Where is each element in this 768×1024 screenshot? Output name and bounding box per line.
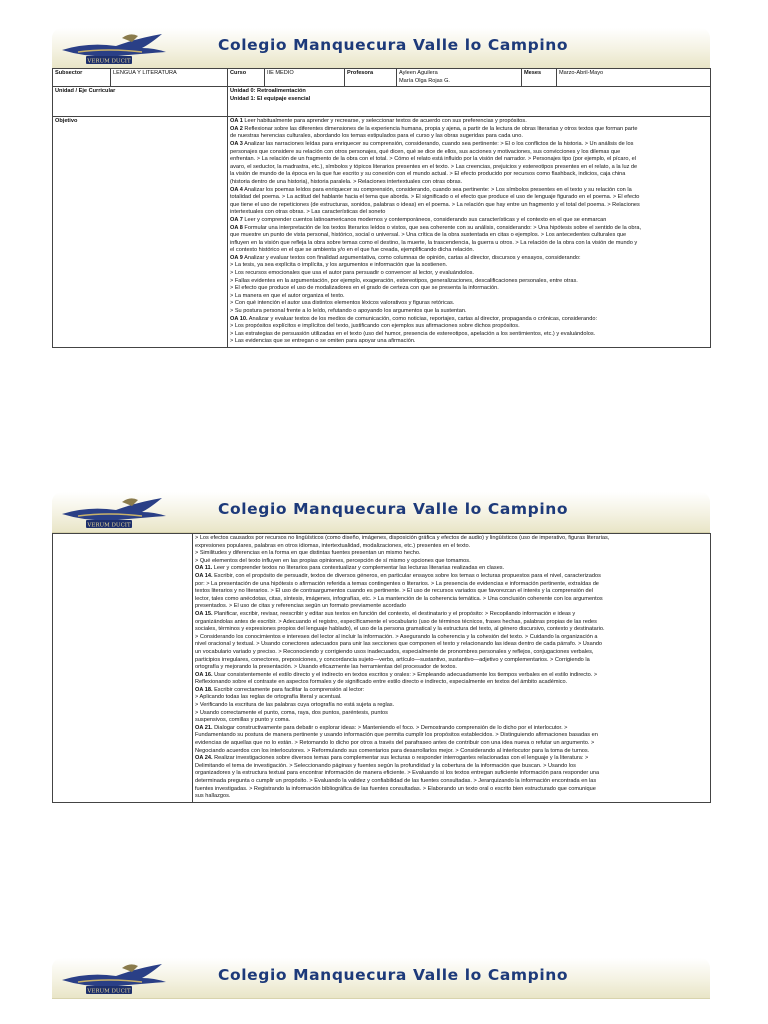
- objetivo-label: Objetivo: [53, 117, 228, 348]
- objetivo-line: > Verificando la escritura de las palabras cuya ortografía no está sujeta a reglas.: [195, 702, 395, 709]
- objetivo-line: (historia dentro de una historia), historia paralela. > Relaciones intertextuales con otras obras.: [230, 178, 463, 185]
- objetivo-line: > Los recursos emocionales que usa el autor para persuadir o convencer al lector, y evaluándolos.: [230, 270, 474, 277]
- objetivo-content: [228, 117, 711, 348]
- meses-label: Meses: [522, 69, 557, 87]
- objetivo-line: > Similitudes y diferencias en la forma en que distintas fuentes presentan un mismo hecho.: [195, 550, 421, 557]
- objetivo-line: Delimitando el tema de investigación. > Seleccionando páginas y fuentes según la profundidad y la cobertura de la información que buscan. > Usando los: [195, 762, 576, 769]
- eagle-logo-icon: [58, 960, 170, 996]
- objetivo-line: OA 1 Leer habitualmente para aprender y recrearse, y seleccionar textos de acuerdo con sus preferencias y propósitos.: [230, 118, 527, 125]
- objetivo-line: avaro, el seductor, la madrastra, etc.), símbolos y tópicos literarios presentes en el texto. > Las creencias, prejuicios y estereotipos presentes en el relato, a la luz de: [230, 163, 638, 170]
- unidad-values: [228, 87, 711, 117]
- objetivo-line: de nuestras herencias culturales, abordando los temas estipulados para el curso y las obras sugeridas para cada uno.: [230, 133, 523, 140]
- objetivo-line: suspensivos, comillas y punto y coma.: [195, 717, 291, 724]
- objetivo-line: participios irregulares, conectores, preposiciones, y concordancia sujeto—verbo, artículo—sustantivo, sustantivo—adjetivo y complementarios. > Corrigiendo la: [195, 656, 590, 663]
- objetivo-line: > Los propósitos explícitos e implícitos del texto, justificando con ejemplos sus afirmaciones sobre dichos propósitos.: [230, 323, 520, 330]
- objetivo-line: OA 4 Analizar los poemas leídos para enriquecer su comprensión, considerando, cuando sea pertinente: > Los símbolos presentes en el texto y su relación con la: [230, 186, 632, 193]
- objetivo-line: > Aplicando todas las reglas de ortografía literal y acentual.: [195, 694, 342, 701]
- profesora-name-1: Ayleen Aguilera: [399, 70, 438, 76]
- objetivo-content-continued: [193, 534, 711, 803]
- objetivo-line: OA 3 Analizar las narraciones leídas para enriquecer su comprensión, considerando, cuando sea pertinente: > El o los conflictos de la historia. > Un análisis de los: [230, 140, 634, 147]
- objetivo-line: sociales, términos y expresiones propios del lenguaje hablado), el uso de la persona gramatical y la estructura del texto, al género discursivo, contexto y destinatario.: [195, 626, 605, 633]
- objetivo-line: el contexto histórico en el que se ambienta y/o en el que fue creada, ejemplificando dicha relación.: [230, 247, 475, 254]
- objetivo-line: > Las evidencias que se entregan o se omiten para apoyar una afirmación.: [230, 338, 416, 345]
- page-1-header-banner: [52, 28, 710, 68]
- objetivo-line: por: > La presentación de una hipótesis o afirmación referida a temas contingentes o literarios. > La presencia de evidencias e información pertinente, extraídas de: [195, 580, 599, 587]
- objetivo-line: fuentes investigadas. > Registrando la información bibliográfica de las fuentes consultadas. > Elaborando un texto oral o escrito bien estructurado que comunique: [195, 785, 596, 792]
- objetivo-row: [53, 117, 711, 348]
- objetivo-line: > Los efectos causados por recursos no lingüísticos (como diseño, imágenes, disposición gráfica y efectos de audio) y lingüísticos (uso de imperativo, figuras literarias,: [195, 535, 610, 541]
- objetivo-line: influyen en la visión que refleja la obra sobre temas como el destino, la muerte, la trascendencia, la guerra u otros. > La relación de la obra con la visión de mundo y: [230, 239, 638, 246]
- logo-motto: VERUM DUCIT: [87, 58, 131, 65]
- school-name: Colegio Manquecura Valle lo Campino: [218, 500, 569, 518]
- objetivo-line: presentados. > El uso de citas y referencias según un formato previamente acordado: [195, 603, 406, 610]
- profesora-name-2: María Olga Rojas G.: [399, 77, 450, 84]
- subsector-value: LENGUA Y LITERATURA: [111, 69, 228, 87]
- objetivo-line: textos literarios y no literarios. > El uso de contraargumentos cuando es pertinente. > El uso de recursos variados que favorezcan el interés y la comprensión del: [195, 588, 593, 595]
- objetivo-label-cell: [53, 534, 193, 803]
- objetivo-line: > La tesis, ya sea explícita o implícita, y los argumentos e información que la sostienen.: [230, 262, 448, 269]
- school-name: Colegio Manquecura Valle lo Campino: [218, 36, 569, 54]
- objetivo-line: OA 7 Leer y comprender cuentos latinoamericanos modernos y contemporáneos, considerando sus características y el contexto en el que se enmarcan: [230, 216, 607, 223]
- objetivo-line: > El efecto que produce el uso de modalizadores en el grado de certeza con que se presenta la información.: [230, 285, 499, 292]
- planning-table-page-1: [52, 68, 711, 348]
- objetivo-line: expresiones populares, palabras en otros idiomas, intertextualidad, modalizaciones, etc.) presentes en el texto.: [195, 542, 471, 549]
- school-name: Colegio Manquecura Valle lo Campino: [218, 966, 569, 984]
- objetivo-line: determinada pregunta o cumplir un propósito. > Evaluando la validez y confiabilidad de las fuentes consultadas. > Jerarquizando la información encontrada en las: [195, 778, 597, 784]
- logo-motto: VERUM DUCIT: [87, 522, 131, 529]
- objetivo-line: Negociando acuerdos con los interlocutores. > Reformulando sus comentarios para desarrollarlos mejor. > Considerando al interlocutor para la toma de turnos.: [195, 747, 590, 754]
- objetivo-line: Fundamentando su postura de manera pertinente y usando información que permita cumplir los propósitos establecidos. > Distinguiendo afirmaciones basadas en: [195, 732, 598, 739]
- unidad-0: Unidad 0: Retroalimentación: [230, 88, 306, 95]
- objetivo-line: intertextuales con otras obras. > Las características del soneto: [230, 209, 386, 216]
- objetivo-line: > La manera en que el autor organiza el texto.: [230, 292, 345, 299]
- objetivo-row-continued: [53, 534, 711, 803]
- objetivo-line: ortografía y mejorando la presentación. > Usando eficazmente las herramientas del procesador de textos.: [195, 664, 457, 671]
- objetivo-line: OA 8 Formular una interpretación de los textos literarios leídos o vistos, que sea coherente con su análisis, considerando: > Una hipótesis sobre el sentido de la obra,: [230, 224, 642, 231]
- objetivo-line: > Las estrategias de persuasión utilizadas en el texto (uso del humor, presencia de estereotipos, apelación a los sentimientos, etc.) y evaluándolos.: [230, 330, 596, 337]
- objetivo-line: personajes que considere su relación con otros personajes, qué dicen, qué se dice de ellos, sus acciones y motivaciones, sus convicciones y los dilemas que: [230, 148, 621, 155]
- objetivo-line: organizadores y la estructura textual para encontrar información de manera eficiente. > Evaluando si los textos entregan suficiente información para responder una: [195, 770, 600, 777]
- planning-table-page-2: [52, 533, 711, 803]
- objetivo-line: que tiene el uso de repeticiones (de estructuras, sonidos, palabras o ideas) en el poema. > La relación que hay entre un fragmento y el total del poema. > Relaciones: [230, 201, 640, 208]
- page-3-header-banner: [52, 958, 710, 998]
- objetivo-line: organizándolas antes de escribir. > Adecuando el registro, específicamente el vocabulario (uso de términos técnicos, frases hechas, palabras propias de las redes: [195, 618, 597, 625]
- profesora-label: Profesora: [345, 69, 397, 87]
- unidad-label: Unidad / Eje Curricular: [53, 87, 228, 117]
- objetivo-line: > Con qué intención el autor usa distintos elementos léxicos valorativos y figuras retóricas.: [230, 300, 455, 307]
- objetivo-line: OA 18. Escribir correctamente para facilitar la comprensión al lector:: [195, 686, 365, 693]
- objetivo-line: totalidad del poema. > La actitud del hablante hacia el tema que aborda. > El significado o el efecto que produce el uso de lenguaje figurado en el poema. > El efecto: [230, 194, 640, 201]
- objetivo-line: lector, tales como anécdotas, citas, síntesis, imágenes, infografías, etc. > La mantención de la coherencia temática. > Una conclusión coherente con los argumentos: [195, 595, 603, 602]
- objetivo-line: evidencias de aquellas que no lo están. > Retomando lo dicho por otros a través del parafraseo antes de contribuir con una idea nueva o refutar un argumento. >: [195, 740, 595, 747]
- objetivo-line: enfrentan. > La relación de un fragmento de la obra con el total. > Cómo el relato está influido por la visión del narrador. > Personajes tipo (por ejemplo, el pícaro, el: [230, 156, 636, 163]
- eagle-logo-icon: [58, 30, 170, 66]
- objetivo-line: sus hallazgos.: [195, 793, 231, 800]
- objetivo-line: > Considerando los conocimientos e intereses del lector al incluir la información. > Asegurando la coherencia y la cohesión del texto. > Cuidando la organización a: [195, 633, 598, 640]
- objetivo-line: OA 9 Analizar y evaluar textos con finalidad argumentativa, como columnas de opinión, cartas al director, discursos y ensayos, considerando:: [230, 254, 581, 261]
- objetivo-line: nivel oracional y textual. > Usando conectores adecuados para unir las secciones que componen el texto y relacionando las ideas dentro de cada párrafo. > Usando: [195, 641, 603, 648]
- page-2-header-banner: [52, 492, 710, 532]
- objetivo-line: OA 16. Usar consistentemente el estilo directo y el indirecto en textos escritos y orales: > Empleando adecuadamente los tiempos verbales en el estilo indirecto. >: [195, 671, 598, 678]
- curso-value: IIE MEDIO: [265, 69, 345, 87]
- info-row: [53, 69, 711, 87]
- meses-value: Marzo-Abril-Mayo: [557, 69, 711, 87]
- objetivo-line: OA 11. Leer y comprender textos no literarios para contextualizar y complementar las lecturas literarias realizadas en clases.: [195, 565, 505, 572]
- objetivo-line: > Usando correctamente el punto, coma, raya, dos puntos, paréntesis, puntos: [195, 709, 388, 716]
- objetivo-line: > Su postura personal frente a lo leído, refutando o apoyando los argumentos que la sustentan.: [230, 308, 467, 315]
- objetivo-line: OA 14. Escribir, con el propósito de persuadir, textos de diversos géneros, en particular ensayos sobre los temas o lecturas propuestos para el nivel, caracterizados: [195, 572, 601, 579]
- subsector-label: Subsector: [53, 69, 111, 87]
- objetivo-line: OA 15. Planificar, escribir, revisar, reescribir y editar sus textos en función del contexto, el destinatario y el propósito: > Recopilando información e ideas y: [195, 610, 576, 617]
- objetivo-line: OA 2 Reflexionar sobre las diferentes dimensiones de la experiencia humana, propia y ajena, a partir de la lectura de obras literarias y otros textos que forman parte: [230, 125, 638, 132]
- objetivo-line: > Qué elementos del texto influyen en las propias opiniones, percepción de sí mismo y opciones que tomamos.: [195, 557, 471, 564]
- objetivo-line: la visión de mundo de la época en la que fue escrito y su conexión con el mundo actual. > El efecto producido por recursos como flashback, indicios, caja china: [230, 171, 626, 178]
- unidad-row: [53, 87, 711, 117]
- curso-label: Curso: [228, 69, 265, 87]
- logo-motto: VERUM DUCIT: [87, 988, 131, 995]
- objetivo-line: que muestre un punto de vista personal, histórico, social o universal. > Una crítica de la obra sustentada en citas o ejemplos. > Los antecedentes culturales que: [230, 232, 627, 239]
- profesora-value: [397, 69, 522, 87]
- unidad-1: Unidad 1: El equipaje esencial: [230, 95, 311, 102]
- objetivo-line: Reflexionando sobre el contraste en aspectos formales y de significado entre estilo directo e indirecto, especialmente en textos del ámbito académico.: [195, 679, 568, 686]
- objetivo-line: un vocabulario variado y preciso. > Reconociendo y corrigiendo usos inadecuados, especialmente de pronombres personales y reflejos, conjugaciones verbales,: [195, 648, 594, 655]
- objetivo-line: > Fallas evidentes en la argumentación, por ejemplo, exageración, estereotipos, generalizaciones, descalificaciones personales, entre otras.: [230, 277, 578, 284]
- objetivo-line: OA 24. Realizar investigaciones sobre diversos temas para complementar sus lecturas o responder interrogantes relacionadas con el lenguaje y la literatura: >: [195, 755, 589, 762]
- eagle-logo-icon: [58, 494, 170, 530]
- objetivo-line: OA 21. Dialogar constructivamente para debatir o explorar ideas: > Manteniendo el foco. > Demostrando comprensión de lo dicho por el interlocutor. >: [195, 724, 568, 731]
- objetivo-line: OA 10. Analizar y evaluar textos de los medios de comunicación, como noticias, reportajes, cartas al director, propaganda o crónicas, considerando:: [230, 315, 598, 322]
